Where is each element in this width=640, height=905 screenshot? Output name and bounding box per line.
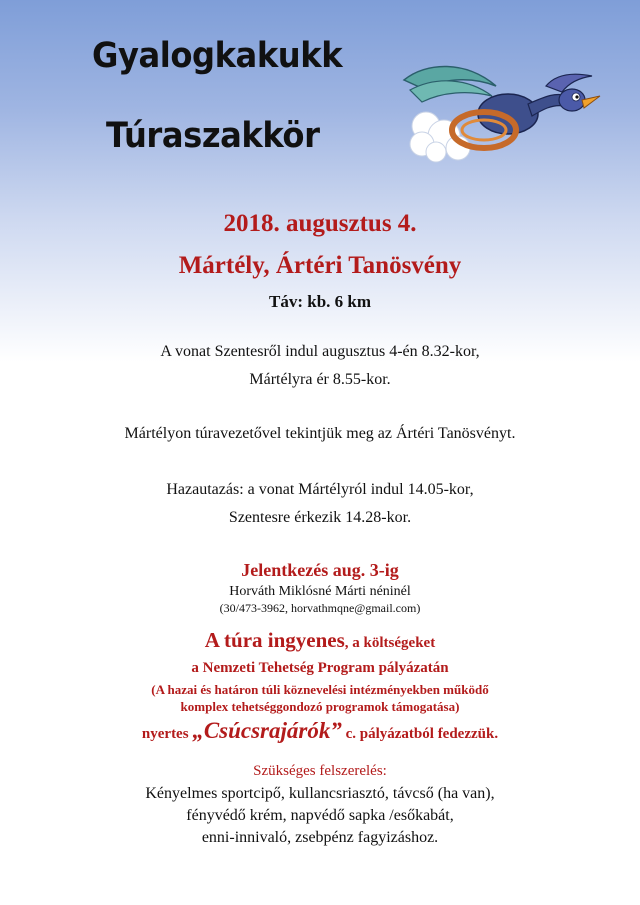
program-name: „Csúcsrajárók”	[192, 718, 342, 743]
equipment-line3: enni-innivaló, zsebpénz fagyizáshoz.	[201, 829, 439, 846]
schedule-line5: Szentesre érkezik 14.28-kor.	[228, 509, 412, 526]
bird-head-icon	[559, 89, 585, 111]
schedule-line3: Mártélyon túravezetővel tekintjük meg az Ártéri Tanösvényt.	[124, 425, 516, 442]
event-place: Mártély, Ártéri Tanösvény	[178, 252, 462, 279]
equipment-line2: fényvédő krém, napvédő sapka /esőkabát,	[186, 807, 454, 824]
registration-person: Horváth Miklósné Márti néninél	[229, 584, 411, 599]
equipment-title: Szükséges felszerelés:	[253, 763, 387, 779]
free-tour-highlight: A túra ingyenes	[204, 628, 345, 652]
club-name-line1: Gyalogkakukk	[92, 36, 343, 76]
equipment-line1: Kényelmes sportcipő, kullancsriasztó, távcső (ha van),	[145, 785, 495, 802]
roadrunner-illustration	[396, 56, 602, 166]
funding-line5-pre: nyertes	[141, 726, 193, 742]
registration-contact: (30/473-3962, horvathmqne@gmail.com)	[219, 601, 421, 615]
schedule-line4: Hazautazás: a vonat Mártélyról indul 14.05-kor,	[166, 481, 474, 498]
schedule-line2: Mártélyra ér 8.55-kor.	[249, 371, 391, 388]
funding-line1-rest: , a költségeket	[344, 635, 436, 651]
club-name-line2: Túraszakkör	[106, 116, 320, 156]
schedule-line1: A vonat Szentesről indul augusztus 4-én 8.32-kor,	[160, 343, 480, 360]
event-distance: Táv: kb. 6 km	[268, 292, 372, 311]
funding-line2: a Nemzeti Tehetség Program pályázatán	[191, 660, 449, 676]
funding-line5	[0, 718, 640, 744]
funding-line5-post: c. pályázatból fedezzük.	[341, 726, 499, 742]
funding-line4: komplex tehetséggondozó programok támogatása)	[180, 699, 460, 714]
funding-line1	[0, 628, 640, 653]
funding-line3: (A hazai és határon túli köznevelési intézményekben működő	[151, 682, 489, 697]
event-date: 2018. augusztus 4.	[223, 210, 417, 237]
registration-title: Jelentkezés aug. 3-ig	[241, 560, 399, 580]
